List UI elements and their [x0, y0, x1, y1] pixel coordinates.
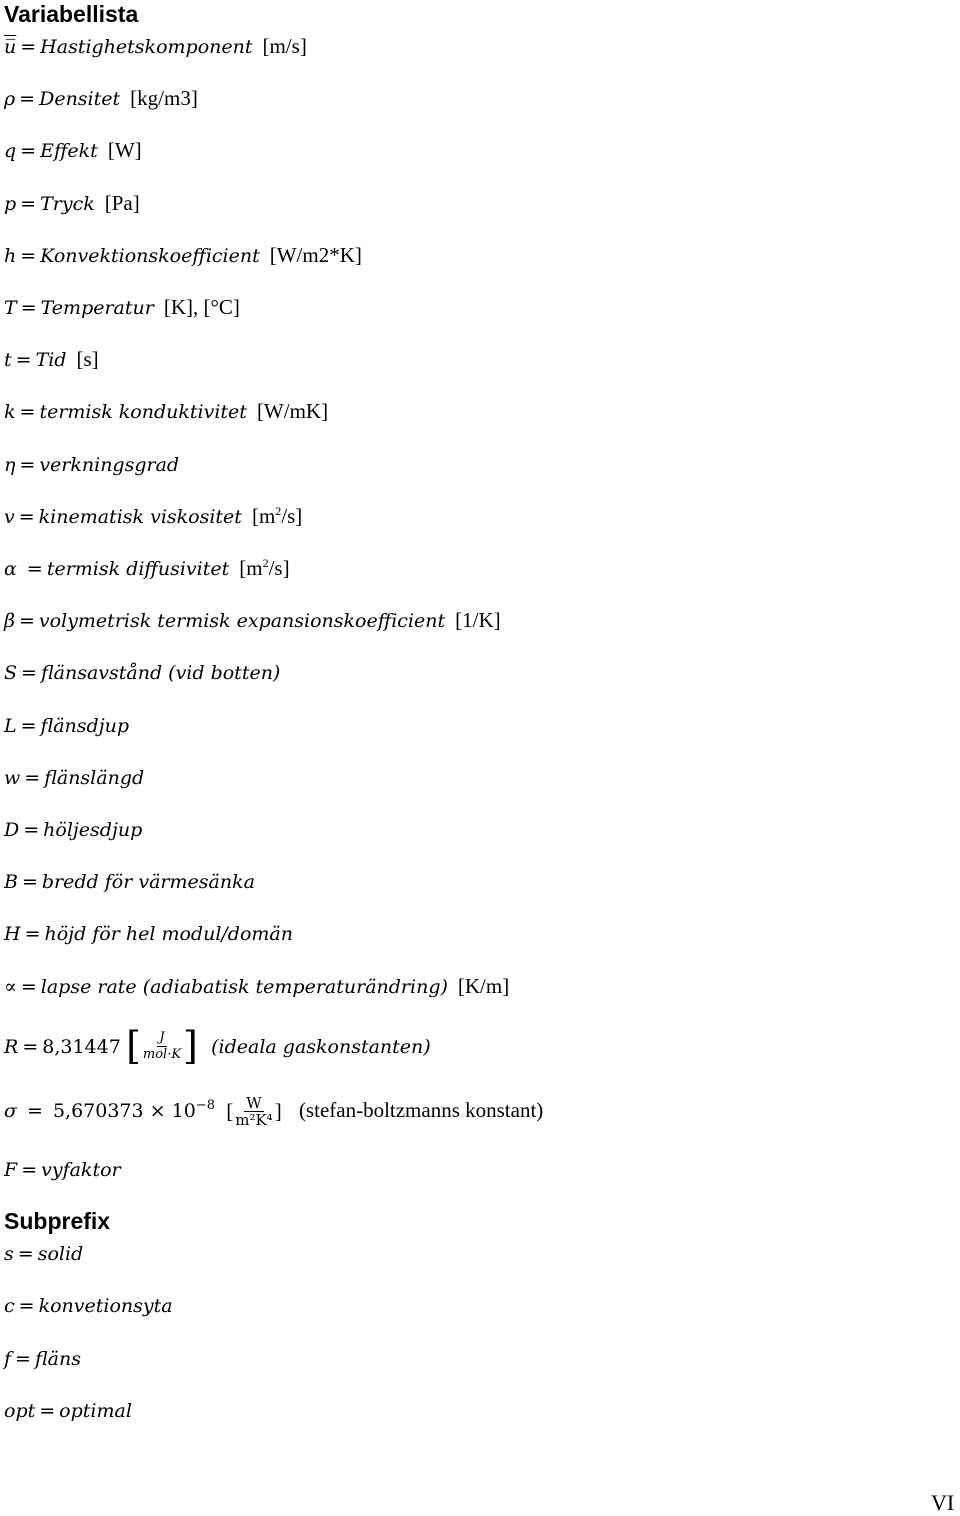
variable-symbol: α [4, 558, 17, 580]
variable-description: verkningsgrad [39, 453, 180, 476]
variable-row [4, 761, 144, 793]
variable-row [4, 917, 293, 949]
variable-description: Hastighetskomponent [40, 36, 253, 58]
gas-constant-row [4, 1024, 431, 1068]
variable-row [4, 239, 362, 271]
variable-symbol: η [4, 453, 16, 476]
variable-row [4, 709, 129, 741]
variable-description: termisk diffusivitet [46, 558, 230, 580]
equals-sign: = [39, 1399, 56, 1422]
fraction-numerator: W [246, 1093, 262, 1112]
equals-sign: = [20, 36, 37, 58]
variable-symbol: F [4, 1159, 18, 1181]
variable-row [4, 291, 240, 323]
subprefix-row [4, 1237, 83, 1269]
variable-symbol: h [4, 244, 17, 267]
variable-symbol: R [4, 1035, 19, 1058]
variable-description: bredd för värmesänka [41, 871, 255, 894]
stefan-boltzmann-row [4, 1093, 544, 1129]
equals-sign: = [19, 453, 36, 476]
variable-description: volymetrisk termisk expansionskoefficient [38, 610, 446, 633]
variable-description: Densitet [39, 88, 121, 111]
variable-row [4, 448, 179, 480]
variable-description: vyfaktor [41, 1159, 121, 1181]
subprefix-row [4, 1342, 81, 1374]
subprefix-row [4, 1394, 132, 1426]
variable-row [4, 30, 307, 62]
equals-sign: = [21, 662, 37, 685]
equals-sign: = [24, 766, 41, 789]
unit-fraction [126, 1024, 198, 1068]
variable-symbol: v [4, 505, 15, 528]
unit-prefix: [m [251, 503, 276, 528]
section-heading-variabellista: Variabellista [4, 1, 139, 27]
variable-description: flänslängd [44, 766, 145, 789]
fraction-denominator: mol·K [142, 1046, 182, 1062]
equals-sign: = [19, 401, 36, 424]
view-factor-row [4, 1153, 121, 1185]
variable-symbol: B [4, 871, 18, 894]
equals-sign: = [18, 610, 35, 633]
variable-symbol: β [4, 610, 15, 633]
variable-symbol: f [4, 1347, 12, 1370]
variable-description: fläns [34, 1347, 81, 1370]
variable-symbol: k [4, 401, 16, 424]
variable-row [4, 134, 142, 166]
variable-description: Effekt [40, 140, 98, 163]
variable-symbol: T [4, 297, 17, 319]
variable-description: höjd för hel modul/domän [44, 923, 293, 946]
variable-description: optimal [59, 1399, 132, 1422]
equals-sign: = [20, 140, 37, 163]
variable-row [4, 343, 99, 375]
variable-description: höljesdjup [43, 819, 143, 841]
variable-description: Tryck [40, 192, 95, 215]
unit-label: [1/K] [455, 608, 501, 633]
equals-sign: = [15, 349, 32, 372]
constant-description: (ideala gaskonstanten) [211, 1035, 431, 1058]
variable-row [4, 970, 509, 1002]
variable-symbol: u̅ [4, 36, 17, 58]
constant-value: 8,31447 [42, 1035, 121, 1058]
variable-symbol: ∝ [4, 975, 17, 998]
variable-symbol: D [4, 819, 20, 841]
unit-label: [W/m2*K] [269, 242, 362, 267]
variable-symbol: c [4, 1295, 15, 1318]
variable-row [4, 656, 280, 688]
unit-fraction [226, 1093, 281, 1128]
variable-description: Tid [35, 349, 67, 372]
variable-row [4, 552, 290, 584]
unit-superscript: 2 [275, 503, 282, 518]
subprefix-row [4, 1289, 173, 1321]
equals-sign: = [20, 1100, 43, 1122]
equals-sign: = [20, 975, 37, 998]
constant-value: 5,670373 × 10 [52, 1100, 196, 1122]
equals-sign: = [18, 505, 35, 528]
unit-label: [W/mK] [256, 399, 329, 424]
variable-symbol: H [4, 923, 21, 946]
unit-label: [s] [76, 347, 99, 372]
equals-sign: = [21, 871, 38, 894]
unit-label: [K/m] [457, 973, 510, 998]
variable-row [4, 82, 198, 114]
variable-description: termisk konduktivitet [39, 401, 247, 424]
variable-row [4, 187, 140, 219]
equals-sign: = [20, 297, 37, 319]
variable-description: solid [37, 1243, 84, 1265]
section-heading-subprefix: Subprefix [4, 1208, 111, 1234]
variable-row [4, 604, 501, 636]
variable-symbol: opt [4, 1399, 36, 1422]
equals-sign: = [17, 1243, 34, 1265]
variable-description: flänsavstånd (vid botten) [40, 662, 281, 685]
unit-superscript: 2 [262, 556, 269, 570]
variable-symbol: p [4, 192, 17, 215]
unit-label: [W] [107, 138, 142, 163]
variable-symbol: σ [4, 1100, 17, 1122]
variable-symbol: S [4, 662, 18, 685]
variable-description: Konvektionskoefficient [40, 244, 260, 267]
unit-label: [kg/m3] [130, 86, 198, 111]
equals-sign: = [22, 1035, 39, 1058]
variable-description: flänsdjup [40, 714, 129, 737]
variable-symbol: s [4, 1243, 14, 1265]
equals-sign: = [19, 88, 36, 111]
bracket-open: [ [226, 1099, 234, 1124]
variable-row [4, 813, 142, 845]
variable-symbol: ρ [4, 88, 16, 111]
equals-sign: = [23, 819, 40, 841]
unit-suffix: /s] [281, 503, 303, 528]
variable-symbol: w [4, 766, 21, 789]
equals-sign: = [20, 714, 37, 737]
fraction-denominator: m²K⁴ [235, 1110, 273, 1129]
equals-sign: = [18, 1295, 35, 1318]
unit-label: [m/s] [262, 34, 307, 58]
constant-exponent: −8 [195, 1098, 215, 1113]
unit-label [242, 504, 302, 528]
page-number: VI [931, 1490, 955, 1515]
bracket-close: ] [183, 1024, 198, 1068]
constant-description: (stefan-boltzmanns konstant) [298, 1098, 544, 1122]
unit-label: [Pa] [104, 190, 140, 215]
bracket-close: ] [274, 1099, 282, 1124]
variable-description: Temperatur [40, 297, 154, 319]
variable-symbol: q [4, 140, 17, 163]
bracket-open: [ [126, 1024, 141, 1068]
unit-label [229, 556, 289, 580]
equals-sign: = [20, 558, 43, 580]
variable-description: lapse rate (adiabatisk temperaturändring) [40, 975, 448, 998]
unit-label: [K], [°C] [163, 295, 240, 319]
variable-row [4, 500, 302, 532]
equals-sign: = [24, 923, 41, 946]
equals-sign: = [20, 244, 37, 267]
unit-suffix: /s] [268, 556, 290, 580]
variable-row [4, 865, 255, 897]
equals-sign: = [21, 1159, 38, 1181]
unit-prefix: [m [239, 556, 263, 580]
equals-sign: = [15, 1347, 31, 1370]
fraction-numerator: J [159, 1029, 165, 1045]
variable-symbol: L [4, 714, 17, 737]
variable-row [4, 395, 328, 427]
variable-symbol: t [4, 349, 12, 372]
variable-description: konvetionsyta [38, 1295, 173, 1318]
equals-sign: = [20, 192, 37, 215]
variable-description: kinematisk viskositet [38, 505, 242, 528]
